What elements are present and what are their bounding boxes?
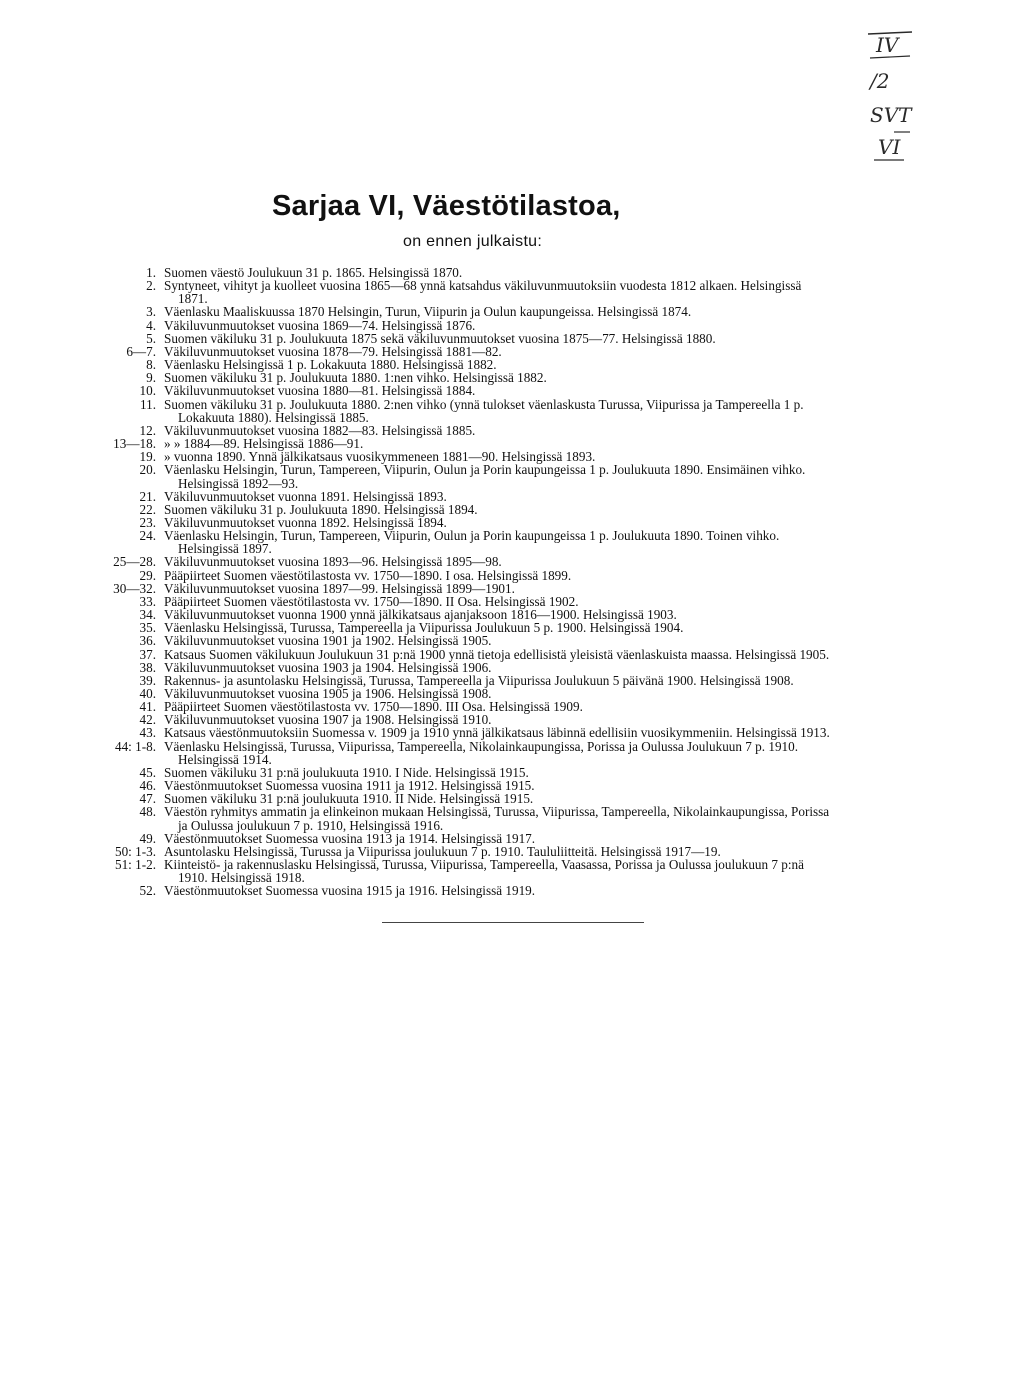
list-item <box>60 332 830 345</box>
list-item <box>60 740 830 766</box>
entry-text: Väestönmuutokset Suomessa vuosina 1911 ja 1912. Helsingissä 1915. <box>164 778 535 794</box>
entry-text: Väenlasku Helsingin, Turun, Tampereen, Viipurin, Oulun ja Porin kaupungeissa 1 p. Joulukuuta 1890. Ensimäinen vihko. Helsingissä 1892—93. <box>164 462 806 491</box>
entry-number: 20. <box>139 462 156 478</box>
entry-number: 1. <box>146 265 156 280</box>
list-item <box>60 490 830 503</box>
list-item <box>60 398 830 424</box>
handwritten-shelf-mark-drawing <box>840 30 990 170</box>
entry-number: 24. <box>139 528 156 544</box>
hw-line-1: IV <box>876 33 899 57</box>
list-item <box>60 555 830 568</box>
entry-text: » » 1884—89. Helsingissä 1886—91. <box>164 436 364 452</box>
list-item <box>60 279 830 305</box>
entry-text: Katsaus väestönmuutoksiin Suomessa v. 1909 ja 1910 ynnä jälkikatsaus läbinnä edellisiin vuosikymmeniin. Helsingissä 1913. <box>164 725 830 741</box>
entry-number: 29. <box>139 567 156 583</box>
list-item <box>60 726 830 739</box>
entry-number: 8. <box>146 357 156 373</box>
entry-number: 3. <box>146 304 156 320</box>
entry-text: Väkiluvunmuutokset vuosina 1880—81. Helsingissä 1884. <box>164 383 476 399</box>
list-item <box>60 384 830 397</box>
entry-text: Pääpiirteet Suomen väestötilastosta vv. 1750—1890. III Osa. Helsingissä 1909. <box>164 699 583 715</box>
end-rule <box>382 922 644 923</box>
list-item <box>60 884 830 897</box>
entry-number: 22. <box>139 501 156 517</box>
entry-number: 19. <box>139 449 156 465</box>
entry-number: 5. <box>146 330 156 346</box>
entry-text: Väenlasku Helsingissä 1 p. Lokakuuta 1880. Helsingissä 1882. <box>164 357 497 373</box>
entry-text: Väkiluvunmuutokset vuosina 1903 ja 1904. Helsingissä 1906. <box>164 659 492 675</box>
entry-text: Pääpiirteet Suomen väestötilastosta vv. 1750—1890. I osa. Helsingissä 1899. <box>164 567 572 583</box>
entry-text: Asuntolasku Helsingissä, Turussa ja Viipurissa joulukuun 7 p. 1910. Taululiitteitä. Helsingissä 1917—19. <box>164 843 721 859</box>
entry-number: 2. <box>146 278 156 294</box>
entry-text: Väkiluvunmuutokset vuosina 1905 ja 1906. Helsingissä 1908. <box>164 686 492 701</box>
list-item <box>60 463 830 489</box>
entry-number: 39. <box>139 672 156 688</box>
list-item <box>60 832 830 845</box>
entry-number: 36. <box>139 633 156 649</box>
entry-text: Syntyneet, vihityt ja kuolleet vuosina 1865—68 ynnä katsahdus väkiluvunmuutoksiin vuodesta 1812 alkaen. Helsingissä 1871. <box>164 278 802 307</box>
entry-number: 23. <box>139 514 156 530</box>
entry-number: 40. <box>139 686 156 701</box>
entry-number: 34. <box>139 607 156 623</box>
entry-number: 21. <box>139 488 156 504</box>
entry-text: Väestön ryhmitys ammatin ja elinkeinon mukaan Helsingissä, Turussa, Viipurissa, Tampereella, Nikolainkaupungissa, Porissa ja Oulussa joulukuun 7 p. 1910, Helsingissä 1916. <box>164 804 830 833</box>
entry-number: 10. <box>139 383 156 399</box>
entry-text: Väkiluvunmuutokset vuosina 1901 ja 1902. Helsingissä 1905. <box>164 633 492 649</box>
entry-text: Suomen väestö Joulukuun 31 p. 1865. Helsingissä 1870. <box>164 265 463 280</box>
entry-number: 6—7. <box>126 343 156 359</box>
entry-text: Väkiluvunmuutokset vuosina 1897—99. Helsingissä 1899—1901. <box>164 580 515 596</box>
entry-text: Väkiluvunmuutokset vuosina 1893—96. Helsingissä 1895—98. <box>164 554 502 570</box>
entry-text: » vuonna 1890. Ynnä jälkikatsaus vuosikymmeneen 1881—90. Helsingissä 1893. <box>164 449 596 465</box>
entry-text: Väenlasku Maaliskuussa 1870 Helsingin, Turun, Viipurin ja Oulun kaupungeissa. Helsingissä 1874. <box>164 304 692 320</box>
entry-number: 45. <box>139 764 156 780</box>
list-item <box>60 648 830 661</box>
entry-number: 9. <box>146 370 156 386</box>
entry-number: 43. <box>139 725 156 741</box>
entry-text: Väenlasku Helsingin, Turun, Tampereen, Viipurin, Oulun ja Porin kaupungeissa 1 p. Joulukuuta 1890. Toinen vihko. Helsingissä 1897. <box>164 528 780 557</box>
list-item <box>60 319 830 332</box>
entry-number: 33. <box>139 593 156 609</box>
hw-line-3: SVT <box>870 103 912 127</box>
entry-text: Väkiluvunmuutokset vuosina 1907 ja 1908. Helsingissä 1910. <box>164 712 492 728</box>
entry-text: Suomen väkiluku 31 p. Joulukuuta 1875 sekä väkiluvunmuutokset vuosina 1875—77. Helsingissä 1880. <box>164 330 716 346</box>
entry-number: 48. <box>139 804 156 820</box>
entry-text: Väkiluvunmuutokset vuosina 1878—79. Helsingissä 1881—82. <box>164 343 502 359</box>
handwritten-shelf-mark <box>840 30 990 170</box>
entry-number: 51: 1-2. <box>114 857 156 873</box>
entry-text: Suomen väkiluku 31 p. Joulukuuta 1880. 1:nen vihko. Helsingissä 1882. <box>164 370 547 386</box>
entry-text: Suomen väkiluku 31 p:nä joulukuuta 1910. II Nide. Helsingissä 1915. <box>164 791 534 807</box>
entry-number: 4. <box>146 317 156 333</box>
entry-number: 12. <box>139 422 156 438</box>
list-item <box>60 634 830 647</box>
entry-number: 42. <box>139 712 156 728</box>
entry-number: 37. <box>139 646 156 662</box>
entry-text: Väenlasku Helsingissä, Turussa, Viipurissa, Tampereella, Nikolainkaupungissa, Porissa ja Oulussa Joulukuun 7 p. 1910. Helsingissä 1914. <box>164 738 799 767</box>
list-item <box>60 529 830 555</box>
list-item <box>60 503 830 516</box>
entry-text: Suomen väkiluku 31 p. Joulukuuta 1890. Helsingissä 1894. <box>164 501 478 517</box>
entry-text: Rakennus- ja asuntolasku Helsingissä, Turussa, Tampereella ja Viipurissa Joulukuun 5 päivänä 1900. Helsingissä 1908. <box>164 672 794 688</box>
entry-number: 25—28. <box>113 554 156 570</box>
entry-number: 44: 1-8. <box>114 738 156 754</box>
entry-number: 30—32. <box>113 580 156 596</box>
entry-number: 47. <box>139 791 156 807</box>
list-item <box>60 661 830 674</box>
entry-text: Kiinteistö- ja rakennuslasku Helsingissä, Turussa, Viipurissa, Tampereella, Vaasassa, Porissa ja Oulussa joulukuun 7 p:nä 1910. Helsingissä 1918. <box>164 857 805 886</box>
list-item <box>60 569 830 582</box>
entry-number: 49. <box>139 830 156 846</box>
entry-number: 46. <box>139 778 156 794</box>
entry-number: 35. <box>139 620 156 636</box>
entry-text: Pääpiirteet Suomen väestötilastosta vv. 1750—1890. II Osa. Helsingissä 1902. <box>164 593 579 609</box>
entry-text: Suomen väkiluku 31 p:nä joulukuuta 1910. I Nide. Helsingissä 1915. <box>164 764 529 780</box>
entry-text: Katsaus Suomen väkilukuun Joulukuun 31 p:nä 1900 ynnä tietoja edellisistä yleisistä väenlaskuista maassa. Helsingissä 1905. <box>164 646 830 662</box>
entry-text: Väkiluvunmuutokset vuosina 1882—83. Helsingissä 1885. <box>164 422 476 438</box>
list-item <box>60 805 830 831</box>
entry-number: 50: 1-3. <box>114 843 156 859</box>
entry-number: 41. <box>139 699 156 715</box>
entry-text: Väestönmuutokset Suomessa vuosina 1915 ja 1916. Helsingissä 1919. <box>164 883 536 899</box>
hw-line-4: VI <box>878 135 901 159</box>
list-item <box>60 582 830 595</box>
entry-text: Väkiluvunmuutokset vuosina 1869—74. Helsingissä 1876. <box>164 317 476 333</box>
entry-text: Väestönmuutokset Suomessa vuosina 1913 ja 1914. Helsingissä 1917. <box>164 830 536 846</box>
entry-number: 52. <box>139 883 156 899</box>
page-subtitle: on ennen julkaistu: <box>403 233 543 250</box>
list-item <box>60 858 830 884</box>
entry-text: Väkiluvunmuutokset vuonna 1892. Helsingissä 1894. <box>164 514 447 530</box>
page-title: Sarjaa VI, Väestötilastoa, <box>272 190 621 222</box>
entry-text: Väenlasku Helsingissä, Turussa, Tampereella ja Viipurissa Joulukuun 5 p. 1900. Helsingissä 1904. <box>164 620 684 636</box>
entry-number: 38. <box>139 659 156 675</box>
list-item <box>60 305 830 318</box>
entry-text: Väkiluvunmuutokset vuonna 1891. Helsingissä 1893. <box>164 488 447 504</box>
entry-text: Väkiluvunmuutokset vuonna 1900 ynnä jälkikatsaus ajanjaksoon 1816—1900. Helsingissä 1903. <box>164 607 677 623</box>
hw-line-2: /2 <box>870 69 890 93</box>
entry-number: 11. <box>140 396 156 412</box>
entry-number: 13—18. <box>113 436 156 452</box>
entry-text: Suomen väkiluku 31 p. Joulukuuta 1880. 2:nen vihko (ynnä tulokset väenlaskusta Turussa, Viipurissa ja Tampereella 1 p. Lokakuuta 1880). Helsingissä 1885. <box>164 396 804 425</box>
publication-list <box>60 266 830 898</box>
